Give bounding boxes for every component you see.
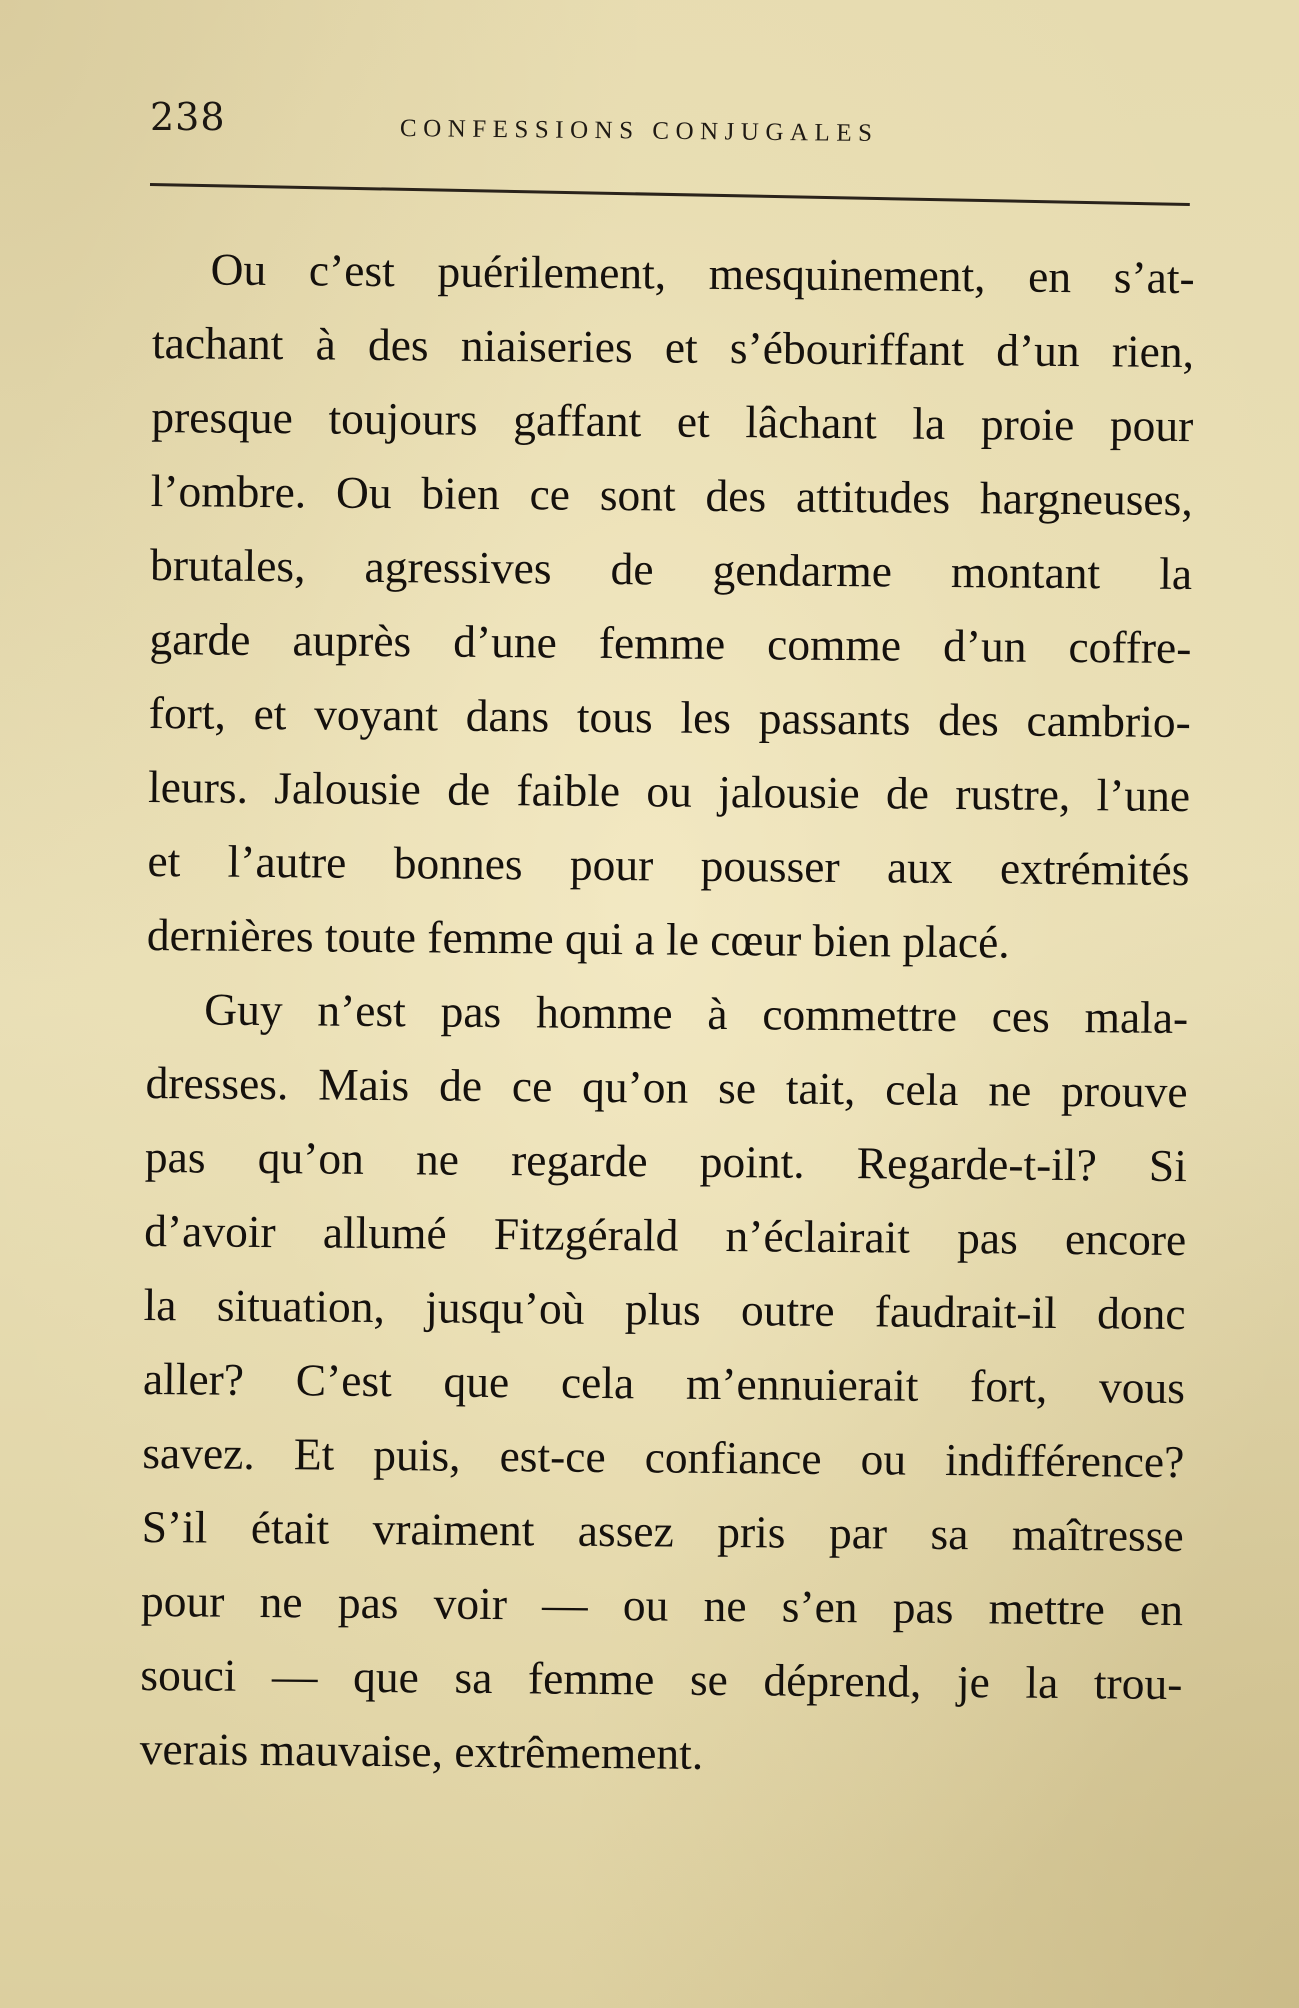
text-line: leurs. Jalousie de faible ou jalousie de rustre, l’une — [147, 760, 1191, 822]
text-line: souci — que sa femme se déprend, je la trou- — [140, 1648, 1183, 1710]
text-line: tachant à des niaiseries et s’ébouriffant d’un rien, — [151, 316, 1195, 378]
text-line: Guy n’est pas homme à commettre ces mala- — [203, 983, 1189, 1044]
header-rule — [150, 183, 1190, 206]
text-line: savez. Et puis, est-ce confiance ou indifférence? — [142, 1426, 1185, 1488]
text-line: et l’autre bonnes pour pousser aux extrémités — [147, 834, 1190, 896]
text-line: la situation, jusqu’où plus outre faudrait-il donc — [143, 1278, 1186, 1340]
running-title: CONFESSIONS CONJUGALES — [399, 115, 879, 148]
running-head — [150, 95, 1190, 155]
text-line: verais mauvaise, extrêmement. — [139, 1722, 704, 1779]
text-line: l’ombre. Ou bien ce sont des attitudes hargneuses, — [150, 464, 1193, 526]
page-number: 238 — [150, 95, 226, 139]
text-line: presque toujours gaffant et lâchant la proie pour — [151, 390, 1194, 452]
text-line: garde auprès d’une femme comme d’un coffre- — [149, 612, 1192, 674]
text-line: pour ne pas voir — ou ne s’en pas mettre en — [140, 1574, 1184, 1636]
text-line: S’il était vraiment assez pris par sa maîtresse — [141, 1500, 1184, 1562]
text-line: pas qu’on ne regarde point. Regarde-t-il? Si — [144, 1130, 1188, 1192]
text-line: brutales, agressives de gendarme montant la — [149, 538, 1193, 600]
text-line: dresses. Mais de ce qu’on se tait, cela ne prouve — [145, 1056, 1188, 1118]
text-line: fort, et voyant dans tous les passants des cambrio- — [148, 686, 1191, 748]
text-line: dernières toute femme qui a le cœur bien placé. — [146, 908, 1010, 968]
text-line: aller? C’est que cela m’ennuierait fort, vous — [142, 1352, 1186, 1414]
text-line: Ou c’est puérilement, mesquinement, en s’at- — [210, 243, 1195, 304]
text-line: d’avoir allumé Fitzgérald n’éclairait pas encore — [144, 1204, 1187, 1266]
body-text — [139, 232, 1195, 1795]
